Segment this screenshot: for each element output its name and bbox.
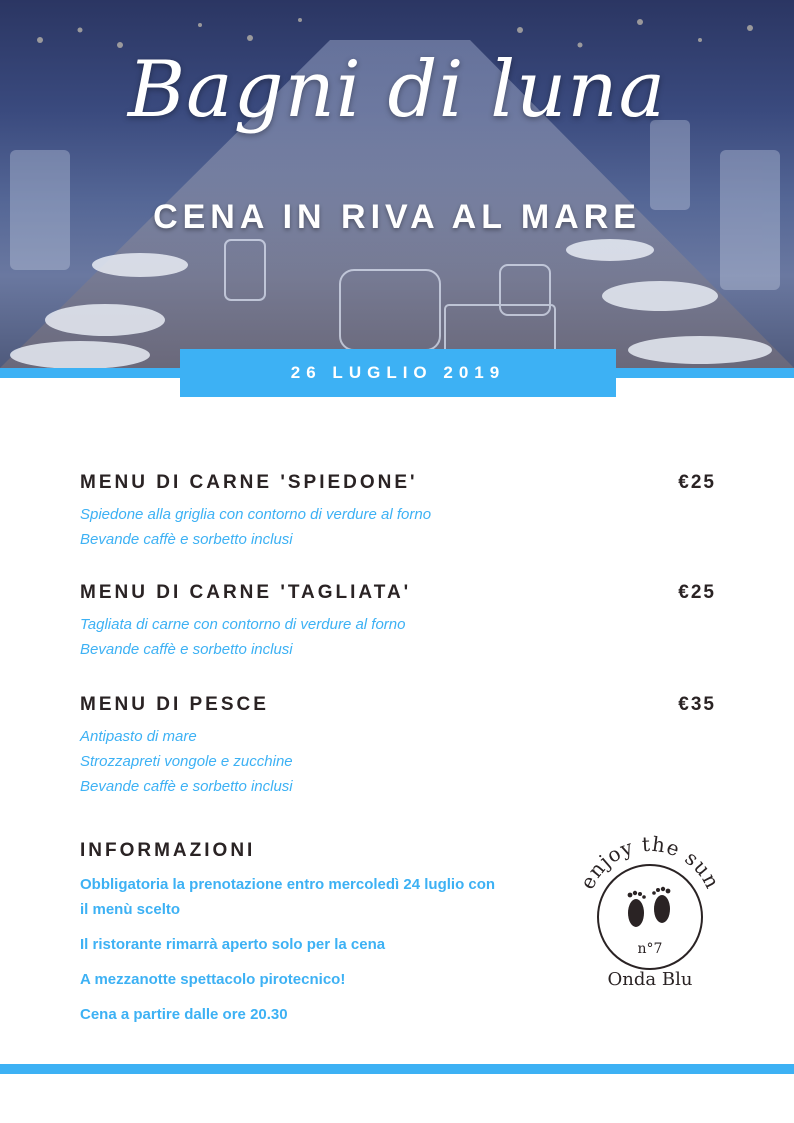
info-item: Obbligatoria la prenotazione entro mercoledì 24 luglio con il menù scelto xyxy=(80,876,496,918)
menu-item-description: Bevande caffè e sorbetto inclusi xyxy=(80,531,293,548)
page-title: Bagni di luna xyxy=(127,45,667,135)
footprints-icon xyxy=(628,887,671,927)
menu-item-description: Bevande caffè e sorbetto inclusi xyxy=(80,641,293,658)
menu-item-name: MENU DI PESCE xyxy=(80,694,269,715)
event-date: 26 LUGLIO 2019 xyxy=(180,349,616,397)
info-title: INFORMAZIONI xyxy=(80,840,256,861)
menu-item-description: Bevande caffè e sorbetto inclusi xyxy=(80,778,293,795)
menu-item-description: Spiedone alla griglia con contorno di verdure al forno xyxy=(80,506,432,523)
menu-item-description: Antipasto di mare xyxy=(80,728,197,745)
menu-item-price: €25 xyxy=(678,582,716,603)
menu-item-description: Strozzapreti vongole e zucchine xyxy=(80,753,293,770)
menu-item-price: €25 xyxy=(678,472,716,493)
hero-banner xyxy=(0,0,794,368)
menu-item xyxy=(80,694,716,799)
menu-item-name: MENU DI CARNE 'TAGLIATA' xyxy=(80,582,412,603)
onda-blu-logo xyxy=(570,825,730,995)
menu-item xyxy=(80,582,716,662)
menu-item-description: Tagliata di carne con contorno di verdure al forno xyxy=(80,616,406,633)
svg-text:enjoy the sun xyxy=(575,832,725,893)
info-item: A mezzanotte spettacolo pirotecnico! xyxy=(80,971,346,988)
page-subtitle: CENA IN RIVA AL MARE xyxy=(153,198,641,236)
menu-list xyxy=(80,472,716,799)
menu-item-price: €35 xyxy=(678,694,716,715)
info-item: Il ristorante rimarrà aperto solo per la cena xyxy=(80,936,386,953)
logo-number: n°7 xyxy=(637,941,663,957)
menu-item-name: MENU DI CARNE 'SPIEDONE' xyxy=(80,472,418,493)
logo-name: Onda Blu xyxy=(607,969,693,990)
accent-band-bottom xyxy=(0,1064,794,1074)
logo-arc-text: enjoy the sun xyxy=(574,831,726,893)
menu-item xyxy=(80,472,716,552)
info-section xyxy=(80,840,500,1037)
info-item: Cena a partire dalle ore 20.30 xyxy=(80,1006,288,1023)
